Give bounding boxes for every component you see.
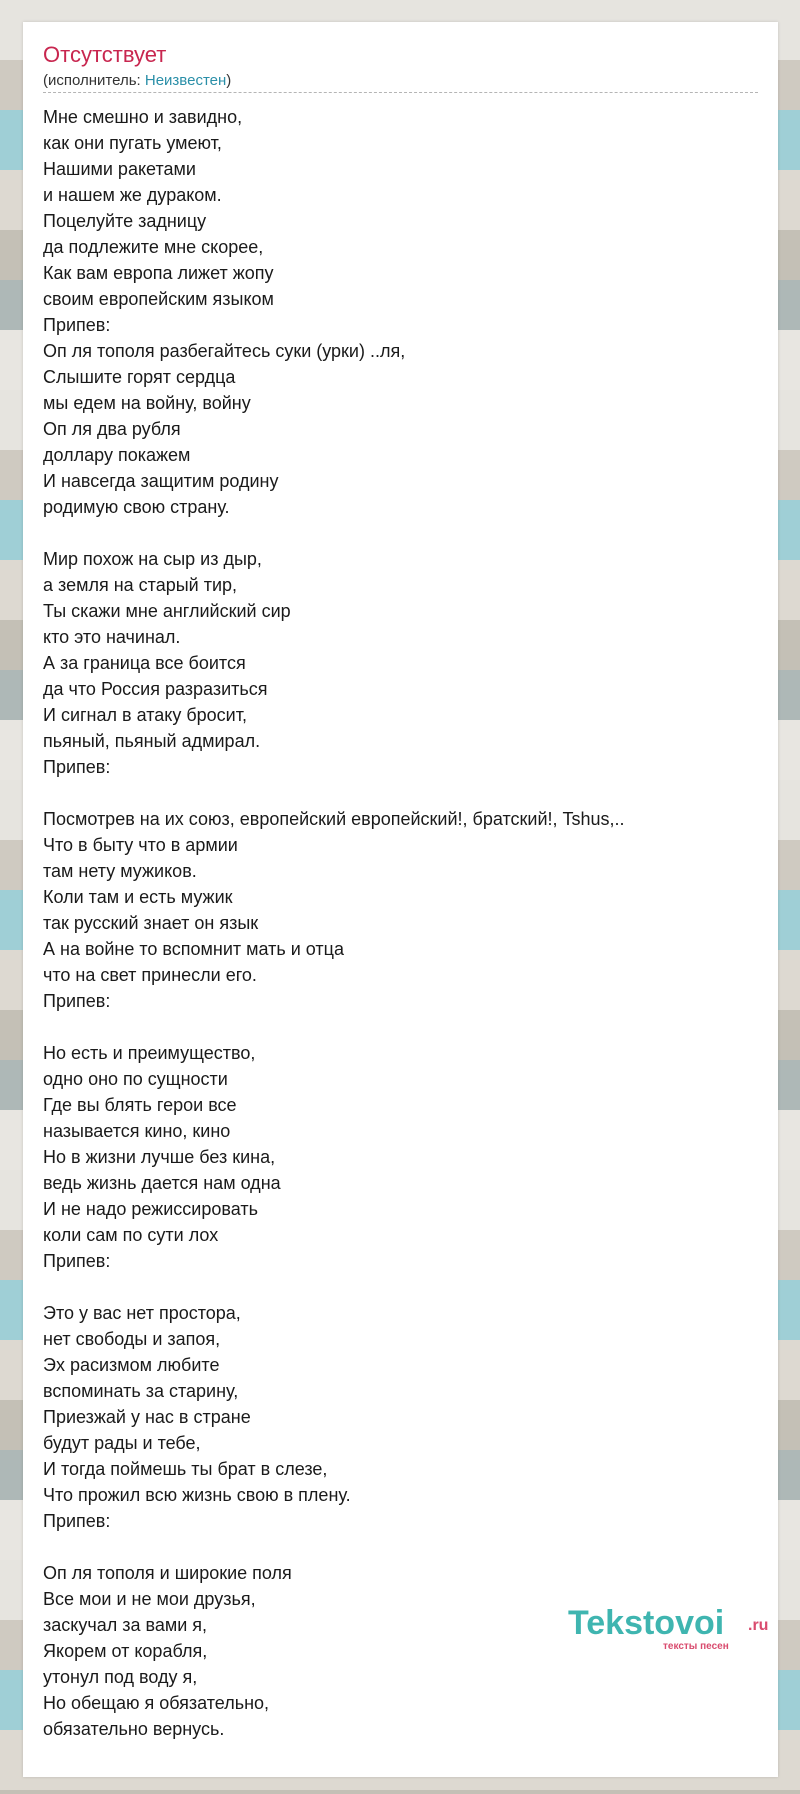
- lyric-line: заскучал за вами я,: [43, 1615, 208, 1635]
- lyric-line: А за граница все боится: [43, 653, 246, 673]
- lyric-line: Припев:: [43, 757, 111, 777]
- lyric-line: доллару покажем: [43, 445, 191, 465]
- lyric-line: Мир похож на сыр из дыр,: [43, 549, 262, 569]
- lyric-line: Но есть и преимущество,: [43, 1043, 256, 1063]
- lyric-line: ведь жизнь дается нам одна: [43, 1173, 281, 1193]
- lyric-line: И не надо режиссировать: [43, 1199, 258, 1219]
- lyric-line: своим европейским языком: [43, 289, 274, 309]
- lyric-line: Как вам европа лижет жопу: [43, 263, 274, 283]
- lyric-line: А на войне то вспомнит мать и отца: [43, 939, 344, 959]
- lyric-line: Слышите горят сердца: [43, 367, 236, 387]
- lyric-line: Поцелуйте задницу: [43, 211, 207, 231]
- lyric-blank-line: [43, 780, 763, 806]
- artist-line: [43, 72, 231, 90]
- lyric-line: будут рады и тебе,: [43, 1433, 201, 1453]
- lyric-line: Коли там и есть мужик: [43, 887, 233, 907]
- lyric-line: И тогда поймешь ты брат в слезе,: [43, 1459, 328, 1479]
- lyric-line: а земля на старый тир,: [43, 575, 238, 595]
- lyric-line: Приезжай у нас в стране: [43, 1407, 251, 1427]
- lyric-line: Якорем от корабля,: [43, 1641, 208, 1661]
- logo-tagline: тексты песен: [663, 1641, 729, 1652]
- lyric-line: Что в быту что в армии: [43, 835, 238, 855]
- lyric-line: Но обещаю я обязательно,: [43, 1693, 270, 1713]
- lyric-line: Оп ля два рубля: [43, 419, 181, 439]
- lyric-line: и нашем же дураком.: [43, 185, 222, 205]
- song-title: Отсутствует: [43, 42, 167, 67]
- artist-suffix: ): [226, 72, 232, 89]
- logo-name: Tekstovoi: [568, 1604, 725, 1642]
- logo-tld: .ru: [748, 1617, 769, 1634]
- lyric-line: что на свет принесли его.: [43, 965, 257, 985]
- lyric-line: Припев:: [43, 1511, 111, 1531]
- lyric-line: родимую свою страну.: [43, 497, 230, 517]
- lyric-line: Все мои и не мои друзья,: [43, 1589, 256, 1609]
- lyric-line: одно оно по сущности: [43, 1069, 228, 1089]
- site-logo[interactable]: [568, 1605, 768, 1655]
- lyric-line: кто это начинал.: [43, 627, 181, 647]
- lyric-line: утонул под воду я,: [43, 1667, 198, 1687]
- lyric-line: Это у вас нет простора,: [43, 1303, 241, 1323]
- lyric-line: Эх расизмом любите: [43, 1355, 220, 1375]
- lyric-line: да подлежите мне скорее,: [43, 237, 264, 257]
- lyric-line: вспоминать за старину,: [43, 1381, 239, 1401]
- lyric-line: коли сам по сути лох: [43, 1225, 219, 1245]
- lyric-line: И сигнал в атаку бросит,: [43, 705, 247, 725]
- title-divider: [43, 92, 758, 93]
- lyric-line: Припев:: [43, 1251, 111, 1271]
- lyric-line: Что прожил всю жизнь свою в плену.: [43, 1485, 351, 1505]
- lyrics-text: [43, 104, 763, 1742]
- lyrics-card: [23, 22, 778, 1777]
- lyric-line: нет свободы и запоя,: [43, 1329, 221, 1349]
- lyric-line: Припев:: [43, 991, 111, 1011]
- lyric-line: мы едем на войну, войну: [43, 393, 251, 413]
- lyric-line: Где вы блять герои все: [43, 1095, 237, 1115]
- lyric-line: Ты скажи мне английский сир: [43, 601, 291, 621]
- lyric-line: пьяный, пьяный адмирал.: [43, 731, 261, 751]
- lyric-line: так русский знает он язык: [43, 913, 259, 933]
- lyric-blank-line: [43, 520, 763, 546]
- lyric-line: Припев:: [43, 315, 111, 335]
- lyric-blank-line: [43, 1274, 763, 1300]
- lyric-line: Посмотрев на их союз, европейский европейский!, братский!, Tshus,..: [43, 809, 625, 829]
- lyric-line: Оп ля тополя и широкие поля: [43, 1563, 292, 1583]
- lyric-line: называется кино, кино: [43, 1121, 231, 1141]
- lyric-line: да что Россия разразиться: [43, 679, 268, 699]
- lyric-line: Нашими ракетами: [43, 159, 196, 179]
- lyric-line: как они пугать умеют,: [43, 133, 222, 153]
- lyric-line: Оп ля тополя разбегайтесь суки (урки) ..ля,: [43, 341, 406, 361]
- artist-prefix: (исполнитель:: [43, 72, 145, 89]
- lyric-blank-line: [43, 1014, 763, 1040]
- lyric-blank-line: [43, 1534, 763, 1560]
- lyric-line: Мне смешно и завидно,: [43, 107, 243, 127]
- lyric-line: И навсегда защитим родину: [43, 471, 279, 491]
- lyric-line: там нету мужиков.: [43, 861, 197, 881]
- lyric-line: обязательно вернусь.: [43, 1719, 225, 1739]
- artist-link[interactable]: Неизвестен: [144, 72, 227, 89]
- lyric-line: Но в жизни лучше без кина,: [43, 1147, 276, 1167]
